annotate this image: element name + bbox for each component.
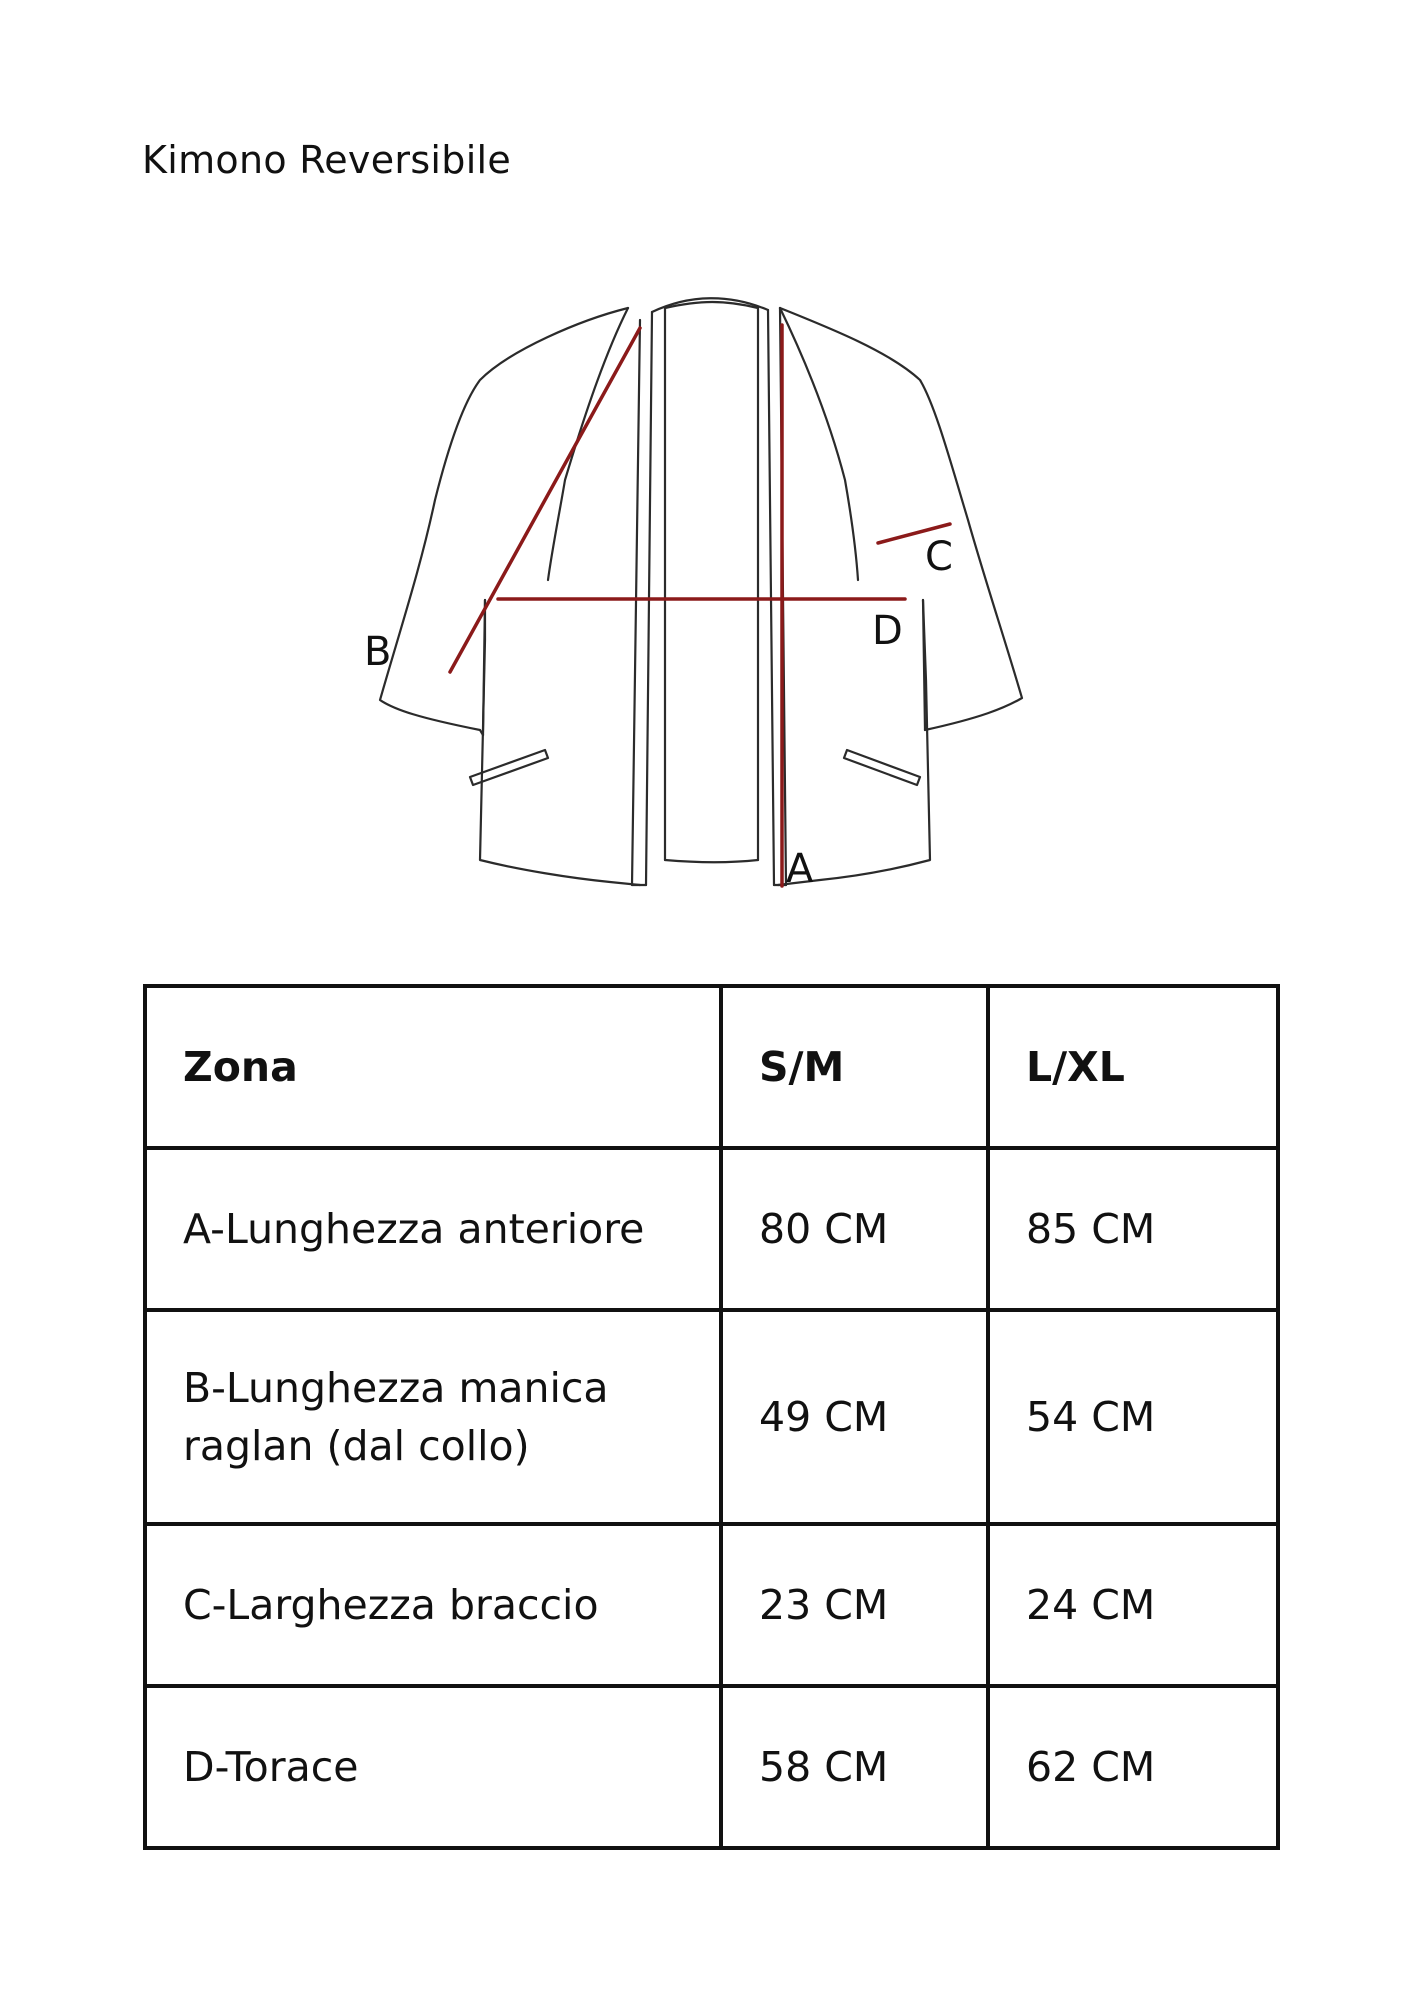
size-table — [143, 984, 1280, 1850]
cell-lxl: 24 CM — [988, 1524, 1278, 1686]
header-sm: S/M — [721, 986, 988, 1148]
cell-sm: 80 CM — [721, 1148, 988, 1310]
cell-sm: 23 CM — [721, 1524, 988, 1686]
page-title: Kimono Reversibile — [142, 138, 512, 182]
cell-lxl: 85 CM — [988, 1148, 1278, 1310]
kimono-diagram — [340, 280, 1060, 920]
table-row — [145, 1524, 1278, 1686]
header-zona: Zona — [145, 986, 721, 1148]
table-row — [145, 1148, 1278, 1310]
cell-zona: B-Lunghezza manica raglan (dal collo) — [145, 1310, 721, 1524]
label-b: B — [364, 629, 392, 675]
cell-sm: 58 CM — [721, 1686, 988, 1848]
cell-zona: A-Lunghezza anteriore — [145, 1148, 721, 1310]
cell-zona: D-Torace — [145, 1686, 721, 1848]
table-row — [145, 1310, 1278, 1524]
table-header-row — [145, 986, 1278, 1148]
label-d: D — [872, 608, 903, 654]
measure-line-b — [450, 328, 640, 672]
cell-lxl: 54 CM — [988, 1310, 1278, 1524]
table-row — [145, 1686, 1278, 1848]
kimono-outline — [380, 298, 1022, 885]
cell-sm: 49 CM — [721, 1310, 988, 1524]
label-a: A — [786, 846, 814, 892]
header-lxl: L/XL — [988, 986, 1278, 1148]
cell-zona: C-Larghezza braccio — [145, 1524, 721, 1686]
label-c: C — [925, 534, 953, 580]
cell-lxl: 62 CM — [988, 1686, 1278, 1848]
measurement-lines — [450, 325, 950, 886]
